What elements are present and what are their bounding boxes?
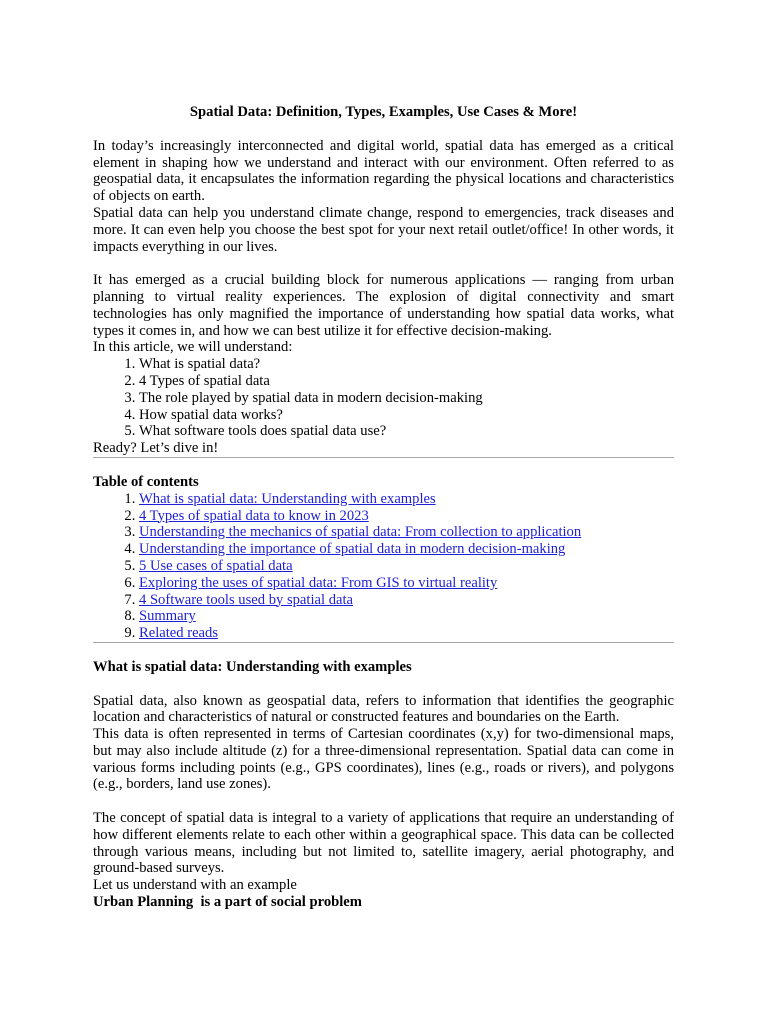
toc-item — [139, 592, 674, 609]
spacer — [93, 793, 674, 810]
spacer — [93, 255, 674, 272]
divider — [93, 457, 674, 458]
toc-item — [139, 491, 674, 508]
toc-link[interactable]: Understanding the mechanics of spatial data: From collection to application — [139, 524, 582, 541]
toc-link[interactable]: 5 Use cases of spatial data — [139, 557, 293, 574]
toc-link[interactable]: Exploring the uses of spatial data: From GIS to virtual reality — [139, 574, 498, 591]
toc-item — [139, 625, 674, 642]
toc-link[interactable]: 4 Types of spatial data to know in 2023 — [139, 507, 369, 524]
list-item: 2. 4 Types of spatial data — [139, 373, 674, 390]
toc-link[interactable]: 4 Software tools used by spatial data — [139, 591, 353, 608]
divider — [93, 642, 674, 643]
section-paragraph-4: Let us understand with an example — [93, 877, 297, 894]
intro-paragraph-1: In today’s increasingly interconnected and digital world, spatial data has emerged as a critical element in shaping how we understand and interact with our environment. Often referred to as geospatial data, it encapsulates the information regarding the physical locations and characteristics of objects on earth. — [93, 137, 674, 205]
toc-item — [139, 508, 674, 525]
toc-item — [139, 541, 674, 558]
toc-link[interactable]: Summary — [139, 608, 196, 625]
toc-link[interactable]: Related reads — [139, 625, 219, 642]
toc-link[interactable]: What is spatial data: Understanding with examples — [139, 490, 436, 507]
toc-item — [139, 558, 674, 575]
article-list — [93, 356, 674, 440]
list-item: 5. What software tools does spatial data use? — [139, 423, 674, 440]
section-paragraph-1: Spatial data, also known as geospatial data, refers to information that identifies the geographic location and characteristics of natural or constructed features and boundaries on the Earth. — [93, 692, 674, 726]
toc-item — [139, 524, 674, 541]
section-subheading: Urban Planning is a part of social problem — [93, 894, 362, 911]
section-heading: What is spatial data: Understanding with examples — [93, 658, 412, 675]
dive-in-text: Ready? Let’s dive in! — [93, 440, 219, 457]
list-item: 4. How spatial data works? — [139, 407, 674, 424]
toc-item — [139, 608, 674, 625]
section-paragraph-3: The concept of spatial data is integral to a variety of applications that require an understanding of how different elements relate to each other within a geographical space. This data can be collected through various means, including but not limited to, satellite imagery, aerial photography, and ground-based surveys. — [93, 810, 674, 877]
toc-item — [139, 575, 674, 592]
document-page — [93, 104, 674, 911]
list-item: 3. The role played by spatial data in modern decision-making — [139, 390, 674, 407]
document-title: Spatial Data: Definition, Types, Examples, Use Cases & More! — [189, 104, 578, 120]
intro-paragraph-4: In this article, we will understand: — [93, 339, 293, 356]
section-paragraph-2: This data is often represented in terms of Cartesian coordinates (x,y) for two-dimensional maps, but may also include altitude (z) for a three-dimensional representation. Spatial data can come in various forms including points (e.g., GPS coordinates), lines (e.g., roads or rivers), and polygons (e.g., borders, land use zones). — [93, 726, 674, 793]
intro-paragraph-2: Spatial data can help you understand climate change, respond to emergencies, track diseases and more. It can even help you choose the best spot for your next retail outlet/office! In other words, it impacts everything in our lives. — [93, 204, 674, 255]
intro-paragraph-3: It has emerged as a crucial building block for numerous applications — ranging from urban planning to virtual reality experiences. The explosion of digital connectivity and smart technologies has only magnified the importance of understanding how spatial data works, what types it comes in, and how we can best utilize it for effective decision-making. — [93, 272, 674, 339]
toc-link[interactable]: Understanding the importance of spatial data in modern decision-making — [139, 541, 566, 558]
list-item: 1. What is spatial data? — [139, 356, 674, 373]
toc-heading: Table of contents — [93, 473, 199, 490]
table-of-contents — [93, 491, 674, 642]
